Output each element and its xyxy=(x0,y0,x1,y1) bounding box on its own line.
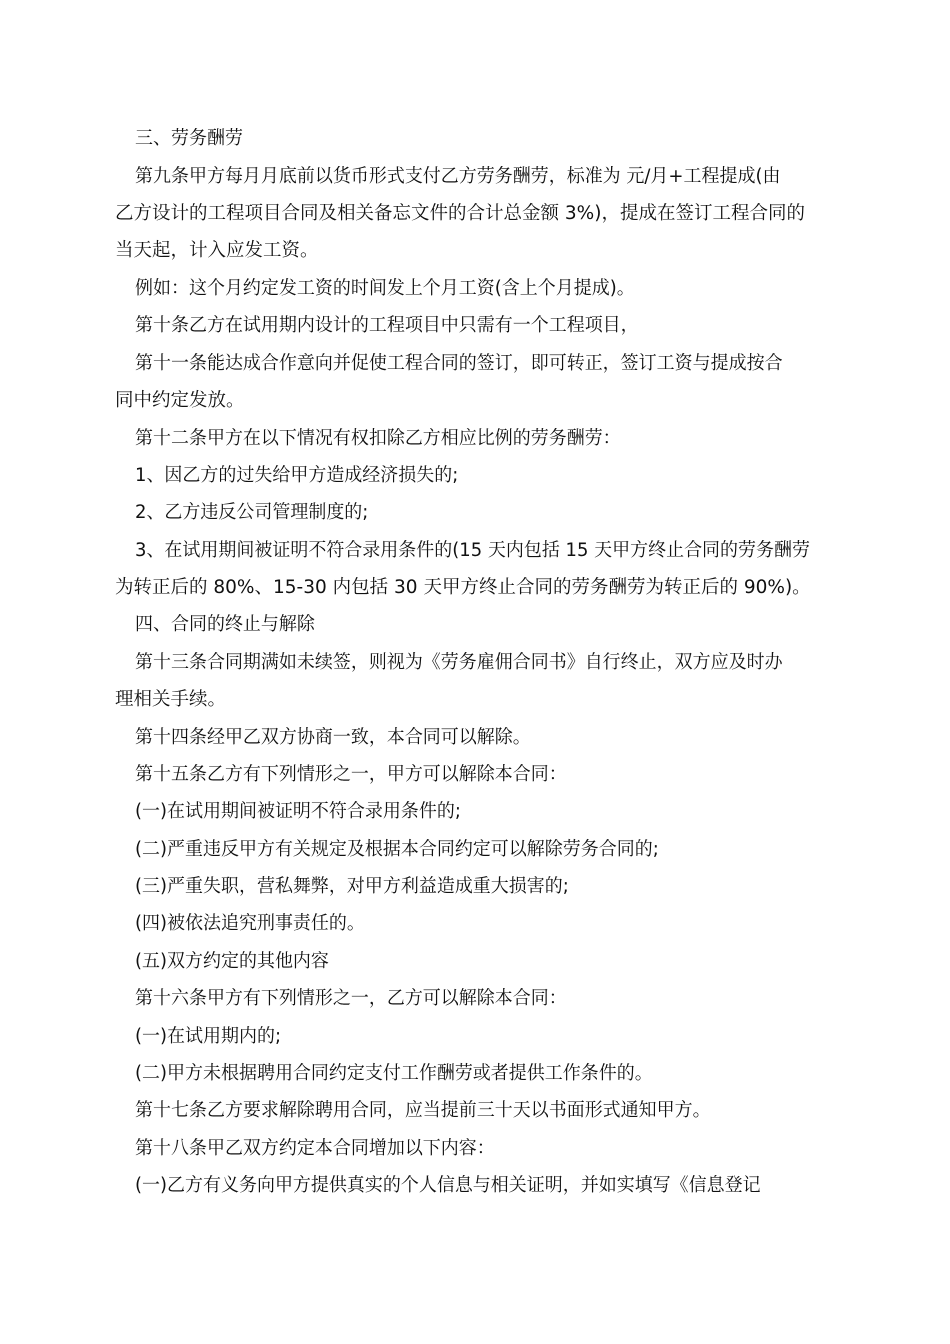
example-line: 例如：这个月约定发工资的时间发上个月工资(含上个月提成)。 xyxy=(135,278,635,299)
deduction-item-2: 2、乙方违反公司管理制度的; xyxy=(135,502,369,523)
article-9-line-3: 当天起，计入应发工资。 xyxy=(115,240,319,261)
article-14-line: 第十四条经甲乙双方协商一致，本合同可以解除。 xyxy=(135,727,531,748)
article-15-item-1: (一)在试用期间被证明不符合录用条件的; xyxy=(135,801,461,822)
article-18-line: 第十八条甲乙双方约定本合同增加以下内容： xyxy=(135,1138,495,1159)
article-13-line-1: 第十三条合同期满如未续签，则视为《劳务雇佣合同书》自行终止，双方应及时办 xyxy=(135,652,783,673)
deduction-item-3-line-2: 为转正后的 80%、15-30 内包括 30 天甲方终止合同的劳务酬劳为转正后的 90%)。 xyxy=(115,577,811,598)
article-9-line-1: 第九条甲方每月月底前以货币形式支付乙方劳务酬劳，标准为 元/月+工程提成(由 xyxy=(135,166,781,187)
article-15-item-5: (五)双方约定的其他内容 xyxy=(135,951,329,972)
article-16-item-2: (二)甲方未根据聘用合同约定支付工作酬劳或者提供工作条件的。 xyxy=(135,1063,653,1084)
deduction-item-1: 1、因乙方的过失给甲方造成经济损失的; xyxy=(135,465,459,486)
section-heading-termination: 四、合同的终止与解除 xyxy=(135,614,315,635)
article-9-line-2: 乙方设计的工程项目合同及相关备忘文件的合计总金额 3%)，提成在签订工程合同的 xyxy=(115,203,805,224)
article-10-line: 第十条乙方在试用期内设计的工程项目中只需有一个工程项目， xyxy=(135,315,639,336)
article-16-line: 第十六条甲方有下列情形之一，乙方可以解除本合同： xyxy=(135,988,567,1009)
article-11-line-1: 第十一条能达成合作意向并促使工程合同的签订，即可转正，签订工资与提成按合 xyxy=(135,353,783,374)
article-15-item-4: (四)被依法追究刑事责任的。 xyxy=(135,913,365,934)
deduction-item-3-line-1: 3、在试用期间被证明不符合录用条件的(15 天内包括 15 天甲方终止合同的劳务酬劳 xyxy=(135,540,810,561)
article-15-line: 第十五条乙方有下列情形之一，甲方可以解除本合同： xyxy=(135,764,567,785)
article-11-line-2: 同中约定发放。 xyxy=(115,390,245,411)
section-heading-remuneration: 三、劳务酬劳 xyxy=(135,128,243,149)
article-17-line: 第十七条乙方要求解除聘用合同，应当提前三十天以书面形式通知甲方。 xyxy=(135,1100,711,1121)
article-15-item-3: (三)严重失职，营私舞弊，对甲方利益造成重大损害的; xyxy=(135,876,569,897)
article-13-line-2: 理相关手续。 xyxy=(115,689,227,710)
article-15-item-2: (二)严重违反甲方有关规定及根据本合同约定可以解除劳务合同的; xyxy=(135,839,659,860)
article-18-item-1: (一)乙方有义务向甲方提供真实的个人信息与相关证明，并如实填写《信息登记 xyxy=(135,1175,761,1196)
article-12-line: 第十二条甲方在以下情况有权扣除乙方相应比例的劳务酬劳： xyxy=(135,428,621,449)
article-16-item-1: (一)在试用期内的; xyxy=(135,1026,282,1047)
